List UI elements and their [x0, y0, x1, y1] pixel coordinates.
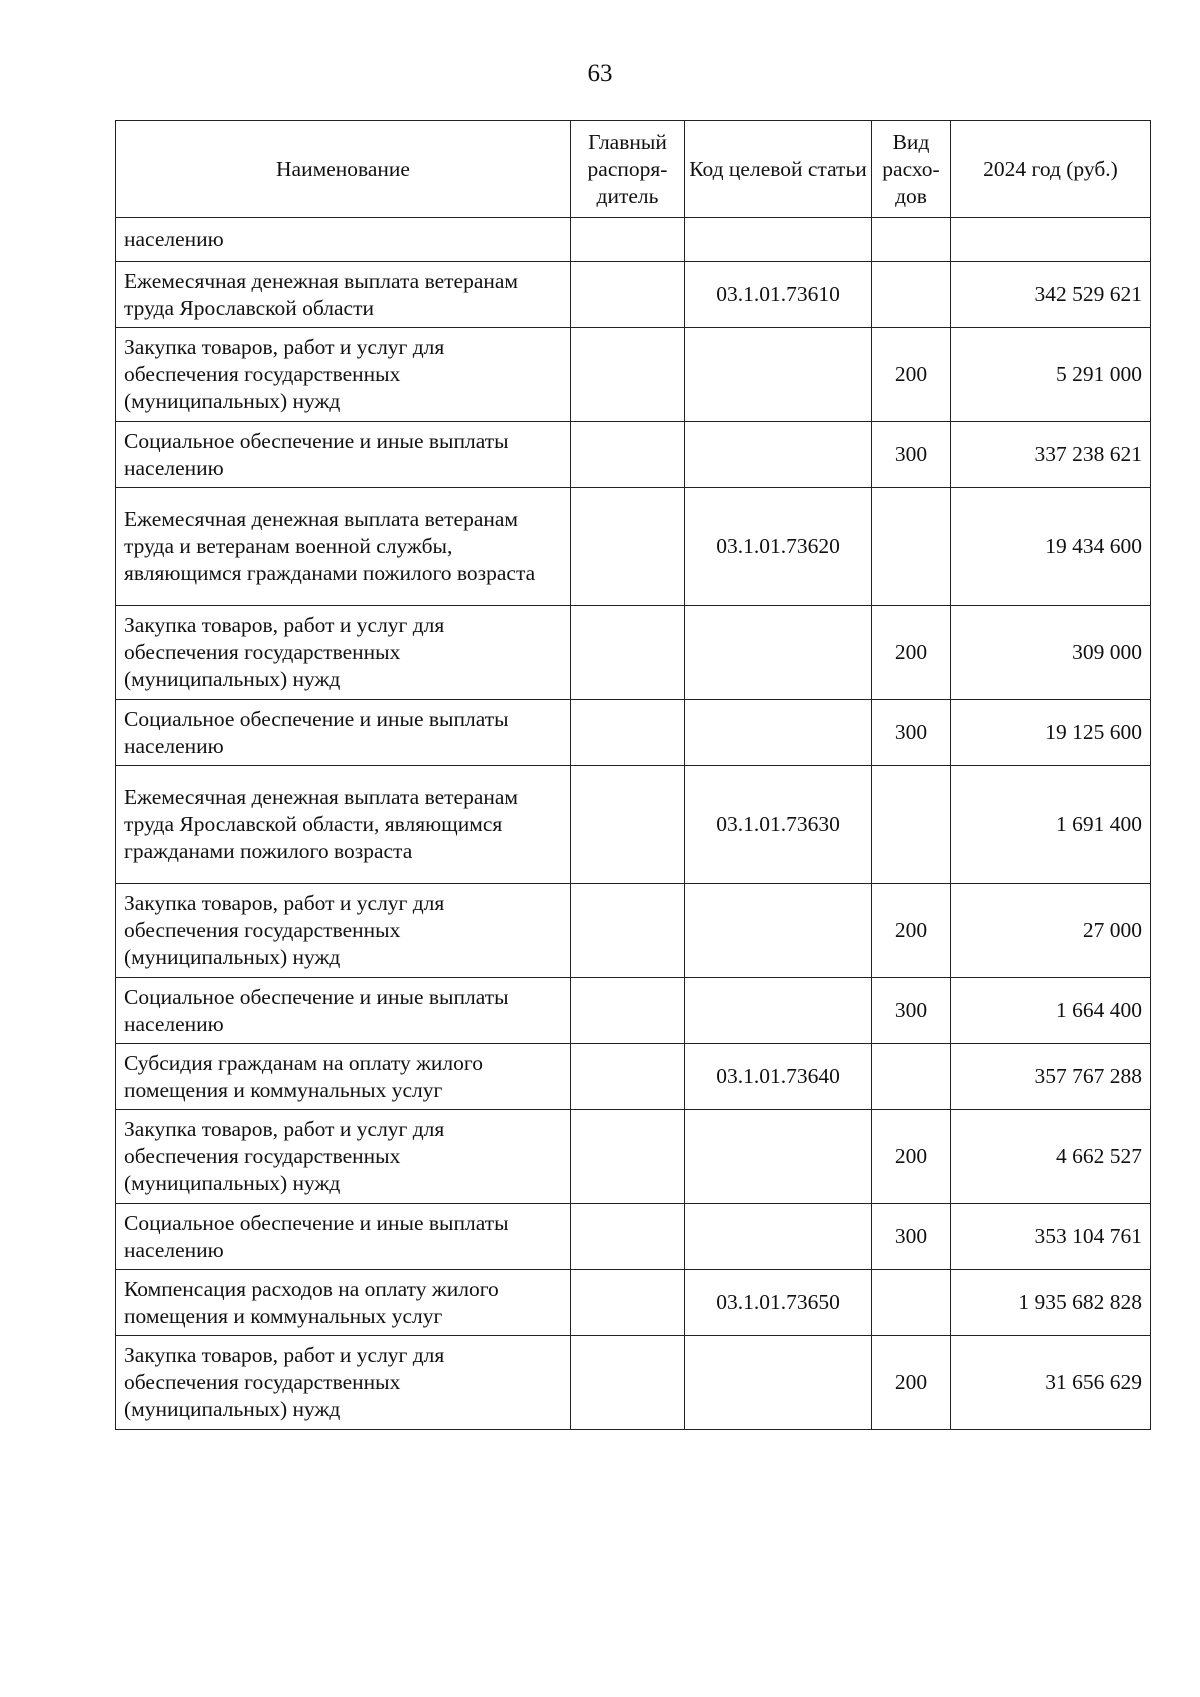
cell-code	[685, 1336, 872, 1430]
cell-admin	[571, 328, 685, 422]
cell-admin	[571, 1204, 685, 1270]
cell-name: Закупка товаров, работ и услуг для обеспечения государственных (муниципальных) нужд	[116, 606, 571, 700]
cell-type: 300	[872, 1204, 951, 1270]
cell-code: 03.1.01.73620	[685, 488, 872, 606]
table-row	[116, 422, 1151, 488]
header-amount: 2024 год (руб.)	[951, 121, 1151, 218]
table-row	[116, 1110, 1151, 1204]
cell-code	[685, 606, 872, 700]
cell-amount: 4 662 527	[951, 1110, 1151, 1204]
cell-amount: 1 935 682 828	[951, 1270, 1151, 1336]
cell-type: 300	[872, 978, 951, 1044]
cell-name: Ежемесячная денежная выплата ветеранам труда Ярославской области	[116, 262, 571, 328]
cell-amount: 1 691 400	[951, 766, 1151, 884]
cell-amount: 19 434 600	[951, 488, 1151, 606]
cell-code	[685, 700, 872, 766]
header-name: Наименование	[116, 121, 571, 218]
cell-amount: 337 238 621	[951, 422, 1151, 488]
cell-admin	[571, 218, 685, 262]
cell-name: Ежемесячная денежная выплата ветеранам труда Ярославской области, являющимся гражданами пожилого возраста	[116, 766, 571, 884]
cell-name: Компенсация расходов на оплату жилого помещения и коммунальных услуг	[116, 1270, 571, 1336]
cell-type	[872, 218, 951, 262]
table-row	[116, 262, 1151, 328]
cell-amount: 309 000	[951, 606, 1151, 700]
cell-admin	[571, 766, 685, 884]
cell-type: 200	[872, 606, 951, 700]
header-code: Код целевой статьи	[685, 121, 872, 218]
cell-admin	[571, 606, 685, 700]
cell-name: населению	[116, 218, 571, 262]
cell-type	[872, 1270, 951, 1336]
table-body	[116, 218, 1151, 1430]
cell-type	[872, 766, 951, 884]
cell-code	[685, 328, 872, 422]
cell-amount: 5 291 000	[951, 328, 1151, 422]
table-row	[116, 766, 1151, 884]
budget-table	[115, 120, 1151, 1430]
cell-type	[872, 1044, 951, 1110]
cell-code	[685, 422, 872, 488]
cell-admin	[571, 1270, 685, 1336]
cell-name: Социальное обеспечение и иные выплаты населению	[116, 1204, 571, 1270]
header-row	[116, 121, 1151, 218]
cell-name: Социальное обеспечение и иные выплаты населению	[116, 978, 571, 1044]
table-row	[116, 606, 1151, 700]
table-row	[116, 488, 1151, 606]
cell-admin	[571, 488, 685, 606]
cell-code: 03.1.01.73610	[685, 262, 872, 328]
cell-amount: 19 125 600	[951, 700, 1151, 766]
table-header	[116, 121, 1151, 218]
cell-amount: 31 656 629	[951, 1336, 1151, 1430]
cell-type	[872, 488, 951, 606]
table-row	[116, 1270, 1151, 1336]
cell-name: Закупка товаров, работ и услуг для обеспечения государственных (муниципальных) нужд	[116, 328, 571, 422]
cell-type: 200	[872, 328, 951, 422]
cell-amount: 1 664 400	[951, 978, 1151, 1044]
table-row	[116, 978, 1151, 1044]
cell-type: 200	[872, 1336, 951, 1430]
cell-amount: 342 529 621	[951, 262, 1151, 328]
table-row	[116, 1336, 1151, 1430]
cell-admin	[571, 700, 685, 766]
cell-name: Социальное обеспечение и иные выплаты населению	[116, 422, 571, 488]
header-admin: Главный распоря-дитель	[571, 121, 685, 218]
cell-admin	[571, 422, 685, 488]
cell-code	[685, 1204, 872, 1270]
cell-name: Закупка товаров, работ и услуг для обеспечения государственных (муниципальных) нужд	[116, 1336, 571, 1430]
cell-type: 300	[872, 700, 951, 766]
cell-admin	[571, 1044, 685, 1110]
cell-name: Закупка товаров, работ и услуг для обеспечения государственных (муниципальных) нужд	[116, 884, 571, 978]
cell-code	[685, 218, 872, 262]
cell-amount: 353 104 761	[951, 1204, 1151, 1270]
header-type: Вид расхо-дов	[872, 121, 951, 218]
cell-type: 200	[872, 884, 951, 978]
table-row	[116, 328, 1151, 422]
cell-name: Ежемесячная денежная выплата ветеранам труда и ветеранам военной службы, являющимся гражданами пожилого возраста	[116, 488, 571, 606]
cell-amount: 27 000	[951, 884, 1151, 978]
cell-type: 200	[872, 1110, 951, 1204]
cell-name: Социальное обеспечение и иные выплаты населению	[116, 700, 571, 766]
cell-amount: 357 767 288	[951, 1044, 1151, 1110]
cell-name: Закупка товаров, работ и услуг для обеспечения государственных (муниципальных) нужд	[116, 1110, 571, 1204]
cell-code	[685, 1110, 872, 1204]
cell-code: 03.1.01.73650	[685, 1270, 872, 1336]
cell-type: 300	[872, 422, 951, 488]
cell-code	[685, 978, 872, 1044]
cell-admin	[571, 884, 685, 978]
table-row	[116, 884, 1151, 978]
cell-admin	[571, 262, 685, 328]
cell-amount	[951, 218, 1151, 262]
cell-code: 03.1.01.73640	[685, 1044, 872, 1110]
cell-code	[685, 884, 872, 978]
cell-type	[872, 262, 951, 328]
cell-admin	[571, 1336, 685, 1430]
cell-admin	[571, 1110, 685, 1204]
cell-admin	[571, 978, 685, 1044]
table-row	[116, 700, 1151, 766]
table-row	[116, 1204, 1151, 1270]
cell-code: 03.1.01.73630	[685, 766, 872, 884]
table-row	[116, 218, 1151, 262]
table-row	[116, 1044, 1151, 1110]
cell-name: Субсидия гражданам на оплату жилого помещения и коммунальных услуг	[116, 1044, 571, 1110]
page-number: 63	[587, 60, 613, 87]
